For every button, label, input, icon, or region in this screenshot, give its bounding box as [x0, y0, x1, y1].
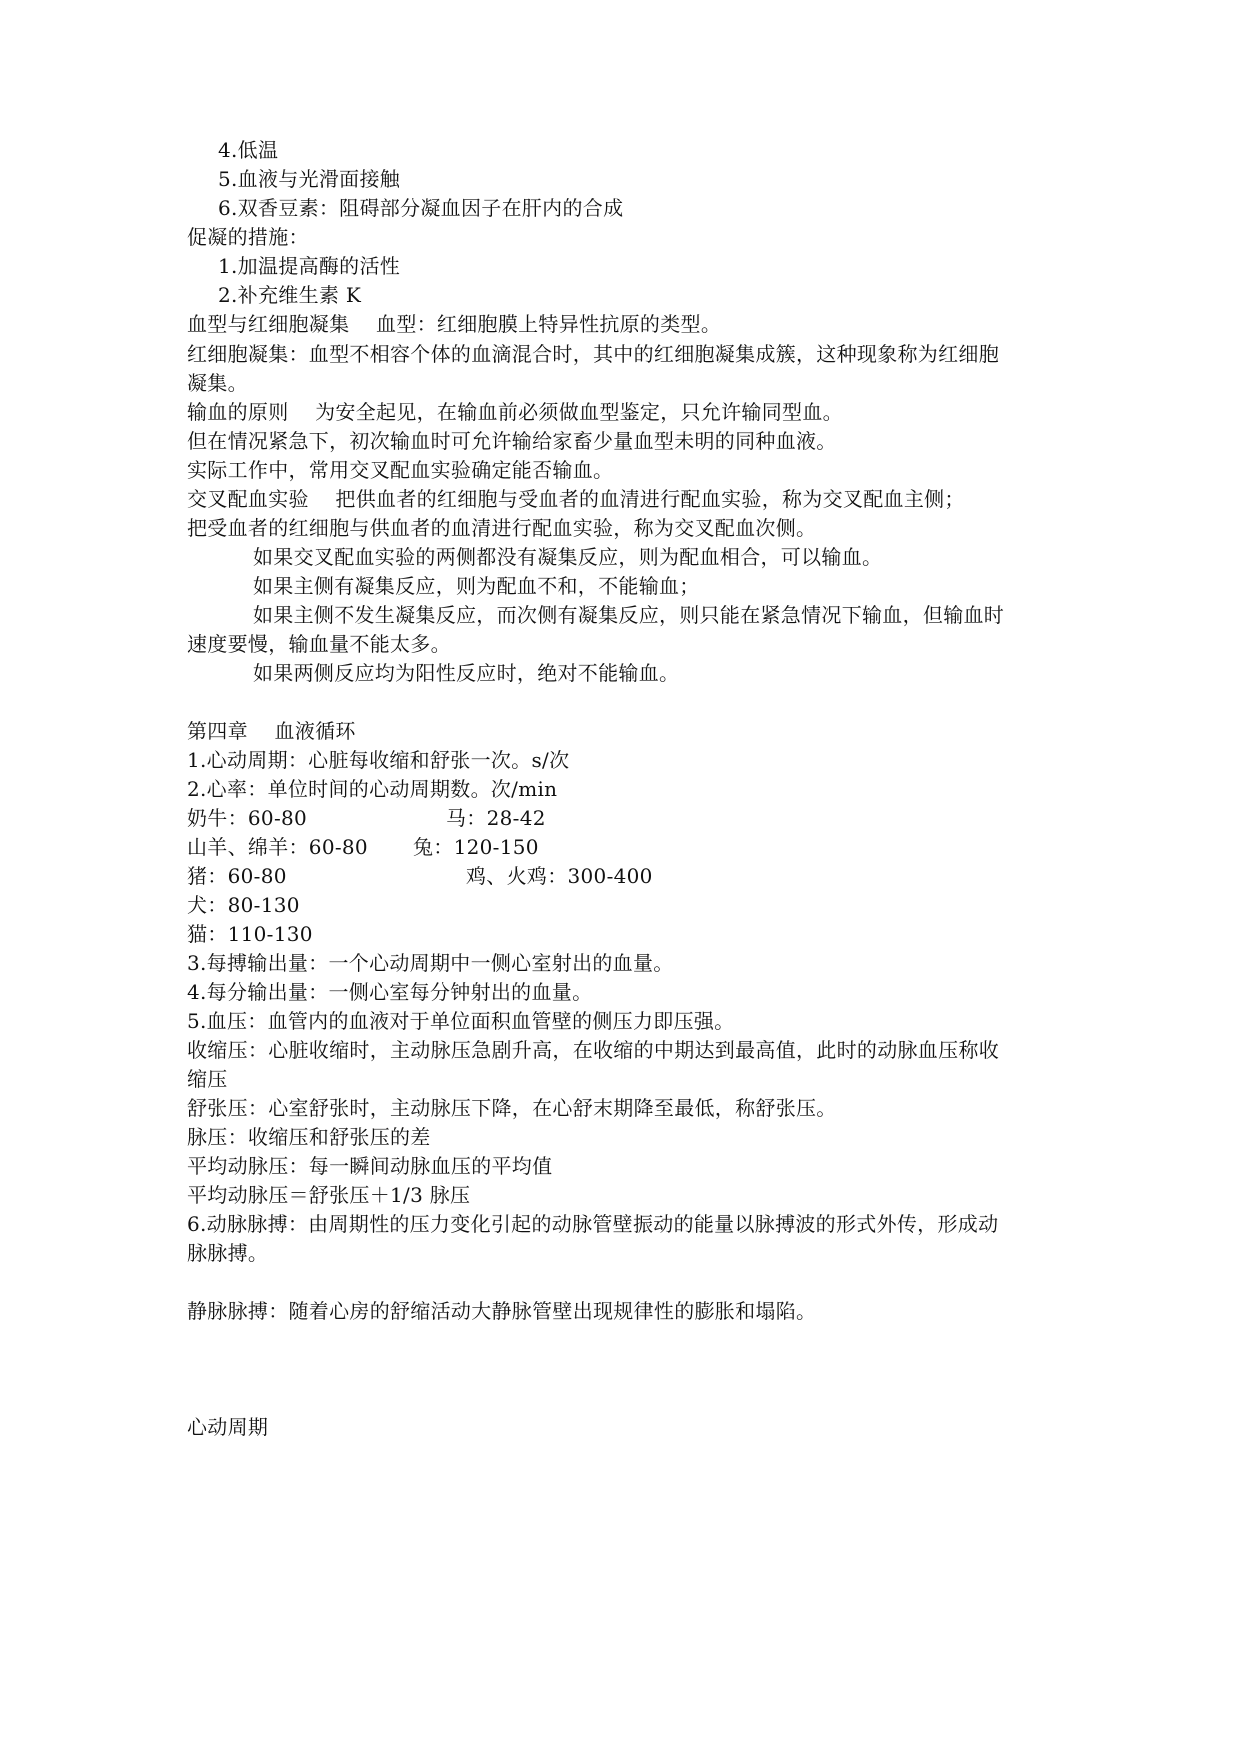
blood-type-line-1: 血型与红细胞凝集 血型：红细胞膜上特异性抗原的类型。: [187, 312, 722, 336]
transfusion-line-5: 把受血者的红细胞与供血者的血清进行配血实验，称为交叉配血次侧。: [187, 516, 817, 540]
transfusion-line-3: 实际工作中，常用交叉配血实验确定能否输血。: [187, 458, 614, 482]
anticoag-item-4: 4.低温: [218, 138, 279, 162]
transfusion-line-1: 输血的原则 为安全起见，在输血前必须做血型鉴定，只允许输同型血。: [187, 400, 843, 424]
heart-rate-left: 猪：60-80: [187, 864, 287, 888]
venous-pulse-line: 静脉脉搏：随着心房的舒缩活动大静脉管壁出现规律性的膨胀和塌陷。: [187, 1299, 817, 1323]
definition-4: 4.每分输出量：一侧心室每分钟射出的血量。: [187, 980, 593, 1004]
heart-rate-right: 兔：120-150: [413, 835, 539, 859]
heart-rate-left: 奶牛：60-80: [187, 806, 308, 830]
transfusion-line-10: 如果两侧反应均为阳性反应时，绝对不能输血。: [253, 661, 680, 685]
pulse-pressure-line: 脉压：收缩压和舒张压的差: [187, 1125, 431, 1149]
transfusion-line-8: 如果主侧不发生凝集反应，而次侧有凝集反应，则只能在紧急情况下输血，但输血时: [253, 603, 1005, 627]
definition-2: 2.心率：单位时间的心动周期数。次/min: [187, 777, 558, 801]
procoag-item-1: 1.加温提高酶的活性: [218, 254, 401, 278]
mean-pressure-line-2: 平均动脉压＝舒张压＋1/3 脉压: [187, 1183, 471, 1207]
heart-rate-left: 猫：110-130: [187, 922, 313, 946]
section-heading: 心动周期: [187, 1415, 269, 1439]
mean-pressure-line-1: 平均动脉压：每一瞬间动脉血压的平均值: [187, 1154, 553, 1178]
chapter-title: 第四章 血液循环: [187, 719, 356, 743]
blood-type-line-3: 凝集。: [187, 371, 248, 395]
definition-1: 1.心动周期：心脏每收缩和舒张一次。s/次: [187, 748, 570, 772]
heart-rate-left: 山羊、绵羊：60-80: [187, 835, 368, 859]
heart-rate-right: 马：28-42: [446, 806, 546, 830]
definition-6-line-2: 脉脉搏。: [187, 1241, 269, 1265]
definition-3: 3.每搏输出量：一个心动周期中一侧心室射出的血量。: [187, 951, 674, 975]
transfusion-line-7: 如果主侧有凝集反应，则为配血不和，不能输血；: [253, 574, 700, 598]
heart-rate-left: 犬：80-130: [187, 893, 300, 917]
systolic-line-1: 收缩压：心脏收缩时，主动脉压急剧升高，在收缩的中期达到最高值，此时的动脉血压称收: [187, 1038, 999, 1062]
transfusion-line-9: 速度要慢，输血量不能太多。: [187, 632, 451, 656]
transfusion-line-2: 但在情况紧急下，初次输血时可允许输给家畜少量血型未明的同种血液。: [187, 429, 837, 453]
definition-6-line-1: 6.动脉脉搏：由周期性的压力变化引起的动脉管壁振动的能量以脉搏波的形式外传，形成动: [187, 1212, 999, 1236]
transfusion-line-6: 如果交叉配血实验的两侧都没有凝集反应，则为配血相合，可以输血。: [253, 545, 883, 569]
anticoag-item-6: 6.双香豆素：阻碍部分凝血因子在肝内的合成: [218, 196, 624, 220]
blood-type-line-2: 红细胞凝集：血型不相容个体的血滴混合时，其中的红细胞凝集成簇，这种现象称为红细胞: [187, 342, 999, 366]
systolic-line-2: 缩压: [187, 1067, 228, 1091]
diastolic-line: 舒张压：心室舒张时，主动脉压下降，在心舒末期降至最低，称舒张压。: [187, 1096, 837, 1120]
procoag-heading: 促凝的措施：: [187, 225, 309, 249]
heart-rate-right: 鸡、火鸡：300-400: [466, 864, 653, 888]
procoag-item-2: 2.补充维生素 K: [218, 283, 362, 307]
transfusion-line-4: 交叉配血实验 把供血者的红细胞与受血者的血清进行配血实验，称为交叉配血主侧；: [187, 487, 965, 511]
definition-5: 5.血压：血管内的血液对于单位面积血管壁的侧压力即压强。: [187, 1009, 735, 1033]
anticoag-item-5: 5.血液与光滑面接触: [218, 167, 401, 191]
